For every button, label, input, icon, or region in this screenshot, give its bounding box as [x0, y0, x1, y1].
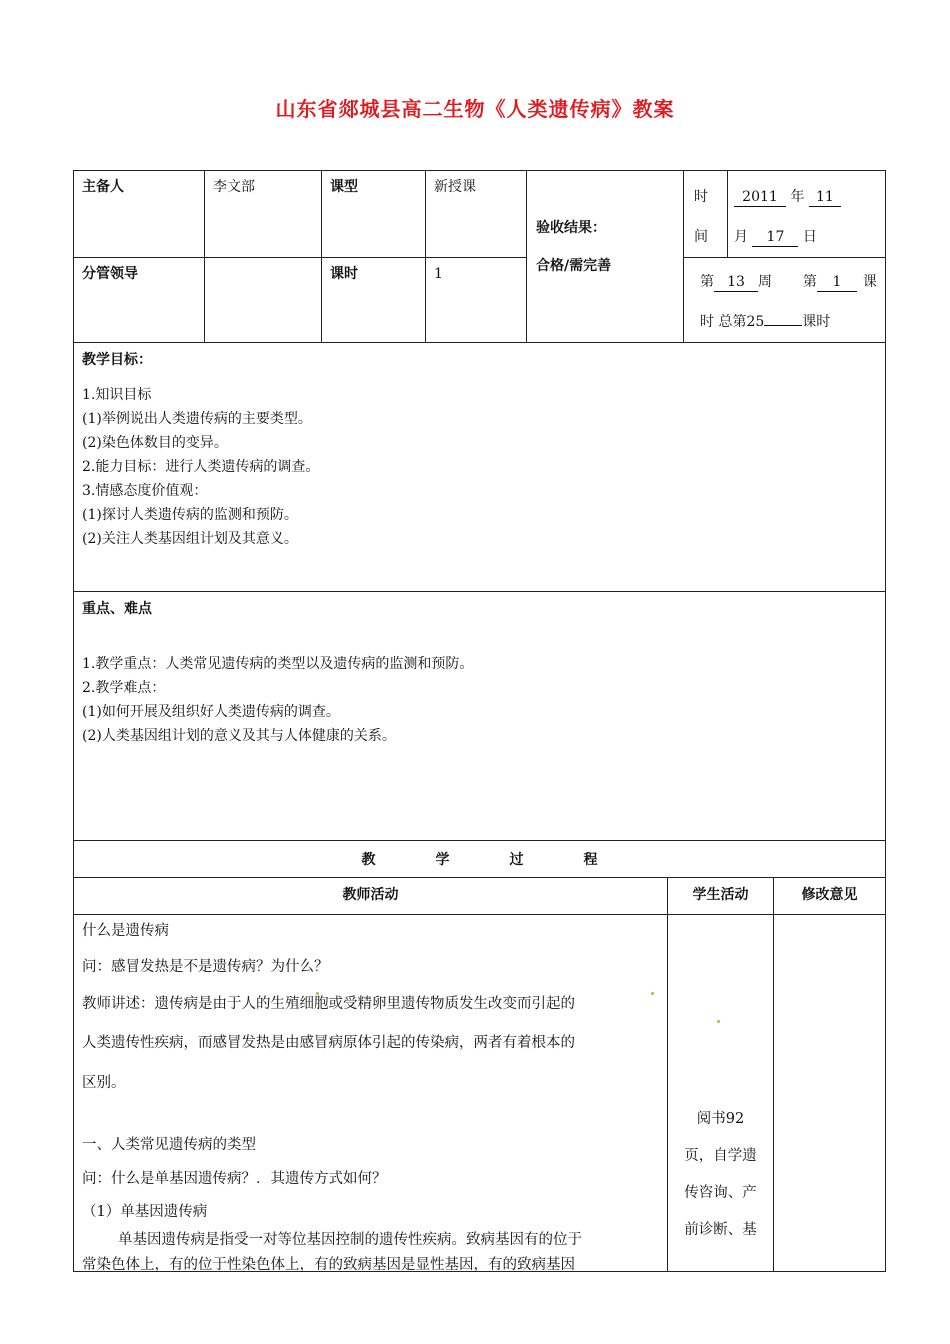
teacher-activity-content: [74, 915, 667, 1271]
header-table: [73, 170, 886, 343]
day-value: 17: [752, 229, 798, 247]
student-line: 页，自学遗: [684, 1148, 757, 1164]
process-heading: 教学过程: [361, 852, 658, 868]
goal-line: (2)关注人类基因组计划及其意义。: [82, 531, 298, 547]
goal-line: 2.能力目标：进行人类遗传病的调查。: [82, 459, 320, 475]
year-value: 2011: [734, 189, 786, 207]
date-field: [728, 171, 885, 257]
teacher-line: 教师讲述：遗传病是由于人的生殖细胞或受精卵里遗传物质发生改变而引起的: [82, 996, 575, 1012]
teacher-line: 区别。: [82, 1075, 126, 1091]
teacher-line: 什么是遗传病: [82, 923, 169, 939]
col-revision-notes: 修改意见: [801, 887, 858, 903]
lesson-type-label: 课型: [330, 179, 358, 195]
supervisor-value: [205, 258, 321, 270]
section-heading: 一、人类常见遗传病的类型: [82, 1137, 256, 1153]
supervisor-label: 分管领导: [82, 266, 138, 282]
goal-line: 3.情感态度价值观：: [82, 483, 208, 499]
col-student-activity: 学生活动: [692, 887, 749, 903]
keypoint-line: 1.教学重点：人类常见遗传病的类型以及遗传病的监测和预防。: [82, 656, 474, 672]
period-value: 1: [817, 274, 857, 292]
student-line: 阅书92: [696, 1111, 745, 1127]
goal-line: (1)探讨人类遗传病的监测和预防。: [82, 507, 298, 523]
total-blank: [764, 325, 802, 326]
hours-value: 1: [434, 266, 443, 282]
time-label-1: 时: [694, 189, 708, 205]
keypoints-heading: 重点、难点: [82, 601, 152, 617]
student-line: 前诊断、基: [684, 1222, 757, 1238]
teacher-line: 人类遗传性疾病，而感冒发热是由感冒病原体引起的传染病，两者有着根本的: [82, 1035, 575, 1051]
total-unit: 课时: [802, 314, 831, 330]
week-period-field: [684, 258, 885, 342]
goals-heading: 教学目标：: [82, 352, 152, 368]
day-unit: 日: [802, 229, 817, 245]
student-activity-content: [668, 915, 773, 1249]
period-prefix: 第: [802, 274, 817, 290]
lesson-type-value: 新授课: [434, 179, 476, 195]
total-prefix: 总第25: [718, 314, 765, 330]
speck-mark: [316, 992, 319, 995]
keypoint-line: (1)如何开展及组织好人类遗传病的调查。: [82, 704, 340, 720]
acceptance-value: 合格/需完善: [536, 258, 612, 274]
preparer-value: 李文部: [213, 179, 255, 195]
teacher-line: 常染色体上，有的位于性染色体上，有的致病基因是显性基因，有的致病基因: [82, 1257, 575, 1273]
student-line: 传咨询、产: [684, 1185, 757, 1201]
keypoint-line: (2)人类基因组计划的意义及其与人体健康的关系。: [82, 728, 396, 744]
goal-line: (2)染色体数目的变异。: [82, 435, 228, 451]
speck-mark: [651, 992, 654, 995]
goal-line: 1.知识目标: [82, 387, 152, 403]
col-teacher-activity: 教师活动: [342, 887, 399, 903]
teacher-line: 单基因遗传病是指受一对等位基因控制的遗传性疾病。致病基因有的位于: [118, 1232, 582, 1248]
keypoint-line: 2.教学难点：: [82, 680, 166, 696]
lesson-plan-sheet: [73, 170, 885, 1272]
speck-mark: [717, 1020, 720, 1023]
goal-line: (1)举例说出人类遗传病的主要类型。: [82, 411, 312, 427]
week-value: 13: [714, 274, 758, 292]
period-unit-1: 课: [862, 274, 877, 290]
week-unit: 周: [758, 274, 772, 290]
acceptance-label: 验收结果：: [536, 220, 606, 236]
goals-list: [82, 383, 877, 551]
teacher-line: 问：什么是单基因遗传病？．其遗传方式如何？: [82, 1171, 387, 1187]
time-label-2: 间: [694, 229, 708, 245]
document-title: 山东省郯城县高二生物《人类遗传病》教案: [275, 97, 675, 121]
month-unit: 月: [734, 229, 748, 245]
preparer-label: 主备人: [82, 179, 124, 195]
period-unit-2: 时: [700, 314, 714, 330]
keypoints-list: [82, 652, 877, 748]
content-table: [73, 342, 886, 1272]
subsection-heading: （1）单基因遗传病: [82, 1204, 208, 1220]
year-unit: 年: [790, 189, 805, 205]
month-value: 11: [809, 189, 841, 207]
hours-label: 课时: [330, 266, 358, 282]
week-prefix: 第: [700, 274, 714, 290]
teacher-line: 问：感冒发热是不是遗传病？为什么？: [82, 959, 329, 975]
